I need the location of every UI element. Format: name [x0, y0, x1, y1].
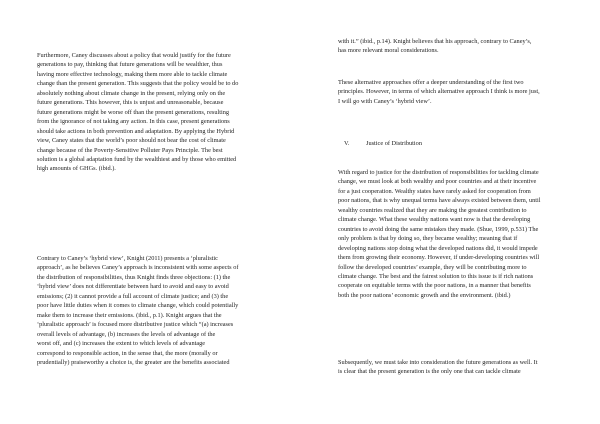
paragraph-text: with it.” (ibid., p.14). Knight believes that his approach, contrary to Caney’s, has more relevant moral considerations.	[338, 38, 532, 55]
paragraph-future-generations-2	[338, 358, 571, 377]
section-number: V.	[344, 140, 350, 147]
section-title: Justice of Distribution	[366, 140, 422, 147]
paragraph-justice-distribution	[338, 168, 571, 300]
paragraph-knight-continued	[338, 37, 571, 56]
paragraph-text: Furthermore, Caney discusses about a policy that would justify for the future generations to pay, thinking that future generations will be wealthier, thus having more effective technology, making them more able to tackle climate change than the present generation. This suggests that the policy would be to do absolutely nothing about climate change in the present, relying only on the future generations. This however, this is unjust and unreasonable, because future generations might be worse off than the present generations, resulting from the ignorance of not taking any action. In this case, present generations should take actions in both prevention and adaptation. By applying the Hybrid view, Caney states that the world’s poor should not bear the cost of climate change because of the Poverty-Sensitive Polluter Pays Principle. The best solution is a global adaptation fund by the wealthiest and by those who emitted high amounts of GHGs. (ibid.).	[37, 52, 239, 173]
paragraph-text: Contrary to Caney’s ‘hybrid view’, Knight (2011) presents a ‘pluralistic approach’, as he believes Caney’s approach is inconsistent with some aspects of the distribution of responsibilities, thus Knight finds three objections: (1) the ‘hybrid view’ does not differentiate between hard to avoid and easy to avoid emissions; (2) it cannot provide a full account of climate justice; and (3) the poor have little duties when it comes to climate change, which could potentially make them to increase their emissions. (ibid., p.1). Knight argues that the ‘pluralistic approach’ is focused more distributive justice which “(a) increases overall levels of advantage, (b) increases the levels of advantage of the worst off, and (c) increases the extent to which levels of advantage correspond to responsible action, in the sense that, the more (morally or prudentially) praiseworthy a choice is, the greater are the benefits associated	[37, 255, 239, 366]
paragraph-text: Subsequently, we must take into consideration the future generations as well. It is clear that the present generation is the only one that can tackle climate	[338, 359, 538, 376]
paragraph-alternative-approaches	[338, 78, 571, 106]
paragraph-knight-pluralistic	[37, 254, 271, 367]
right-page	[300, 0, 600, 424]
paragraph-text: These alternative approaches offer a deeper understanding of the first two principles. However, in terms of which alternative approach I think is more just, I will go with Caney’s ‘hybrid view’.	[338, 79, 540, 105]
section-heading	[344, 139, 422, 148]
paragraph-text: With regard to justice for the distribution of responsibilities for tackling climate change, we must look at both wealthy and poor countries and at their incentive for a just cooperation. Wealthy states have rarely asked for cooperation from poor nations, that is why unequal terms have always existed between them, until wealthy countries realized that they are making the greatest contribution to climate change. What these wealthy nations want now is that the developing countries to avoid doing the same mistakes they made. (Shue, 1999, p.531) The only problem is that by doing so, they became wealthy; meaning that if developing nations stop doing what the developed nations did, it would impede them from growing their economy. However, if under-developing countries will follow the developed countries’ example, they will be contributing more to climate change. The best and the fairest solution to this issue is if rich nations cooperate on equitable terms with the poor nations, in a manner that benefits both the poor nations’ economic growth and the environment. (ibid.)	[338, 169, 541, 299]
paragraph-future-generations	[37, 51, 271, 174]
